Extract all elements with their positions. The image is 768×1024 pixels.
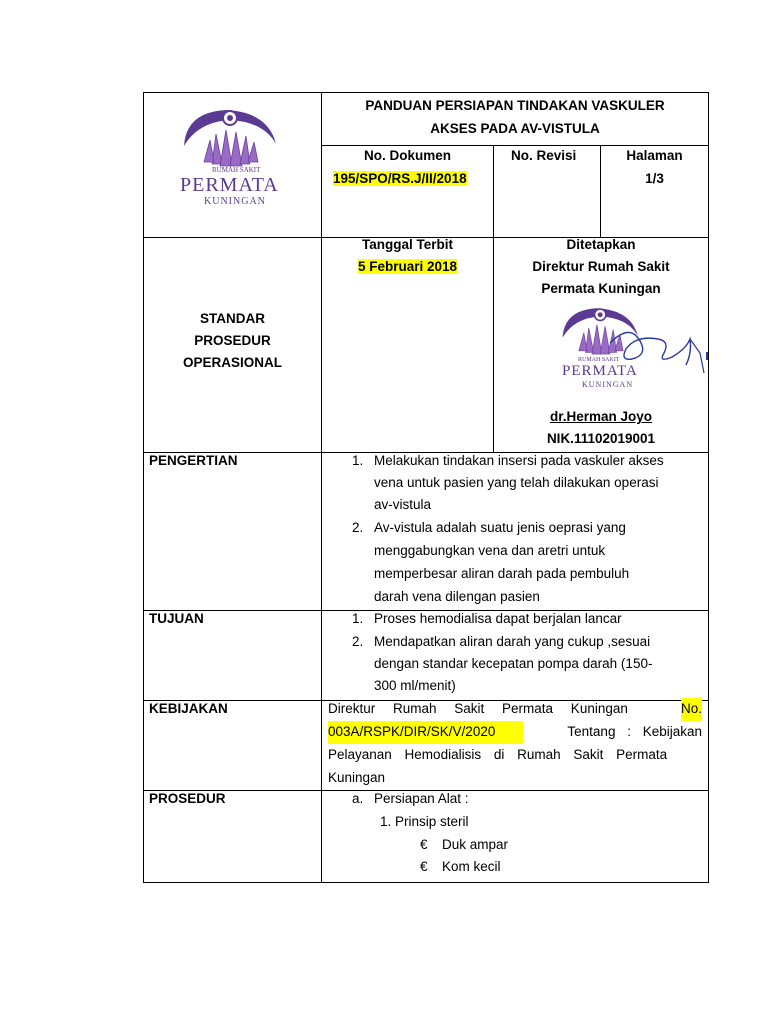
logo-top-text: RUMAH SAKIT [212,166,261,174]
document-title-line1: PANDUAN PERSIAPAN TINDAKAN VASKULER [365,98,665,113]
bullet-text: Kom kecil [442,859,501,874]
prosedur-a-marker: a. [352,791,364,806]
pengertian-item-1-line2: vena untuk pasien yang telah dilakukan operasi [374,475,659,490]
tujuan-label: TUJUAN [149,611,204,626]
kebijakan-line3: Pelayanan Hemodialisis di Rumah Sakit Permata [328,747,668,762]
kebijakan-line2-text: Tentang : Kebijakan [567,724,702,739]
spo-label-line2: PROSEDUR [194,333,271,348]
prosedur-bullet-1 [420,834,509,857]
pengertian-label: PENGERTIAN [149,453,238,468]
kebijakan-line1-text: Direktur Rumah Sakit Permata Kuningan [328,701,628,716]
pengertian-item-2-line3: memperbesar aliran darah pada pembuluh [374,566,630,581]
stamp-sub-text: KUNINGAN [582,380,634,389]
divider-left-column [321,92,322,883]
kebijakan-line1-hl: No. [681,698,702,721]
ditetapkan-line2: Direktur Rumah Sakit [532,259,670,274]
halaman-label: Halaman [626,148,683,163]
pengertian-item-1-line3: av-vistula [374,497,432,512]
signer-nik: NIK.11102019001 [546,431,656,446]
tanggal-terbit-value-wrap [322,256,493,279]
stray-mark [706,352,708,360]
tujuan-item-2-line3: 300 ml/menit) [374,678,456,693]
pengertian-item-2-num: 2. [352,520,364,535]
ditetapkan-line3: Permata Kuningan [541,281,661,296]
euro-bullet-icon: € [420,837,428,852]
table-border-top [143,92,709,93]
table-border-left [143,92,144,883]
spo-label-line3: OPERASIONAL [182,355,282,370]
table-border-bottom [143,882,709,883]
ditetapkan-label: Ditetapkan [566,237,636,252]
tujuan-item-1-num: 1. [352,611,364,626]
prosedur-bullet-2 [420,856,501,879]
stamp-top-text: RUMAH SAKIT [578,357,620,363]
no-revisi-label: No. Revisi [511,148,577,163]
no-dokumen-value-wrap [333,168,467,191]
tanggal-terbit-label: Tanggal Terbit [362,237,453,252]
pengertian-item-1-line1: Melakukan tindakan insersi pada vaskuler akses [374,453,664,468]
tanggal-terbit-value: 5 Februari 2018 [357,259,458,274]
signature-stamp [540,303,710,403]
no-dokumen-value: 195/SPO/RS.J/II/2018 [333,171,467,186]
prosedur-a-text: Persiapan Alat : [374,791,469,806]
pengertian-item-1-num: 1. [352,453,364,468]
pengertian-item-2-line4: darah vena dilengan pasien [374,589,540,604]
logo-sub-text: KUNINGAN [204,196,266,207]
stamp-main-text: PERMATA [562,363,638,379]
tujuan-item-2-num: 2. [352,634,364,649]
logo-main-text: PERMATA [180,174,279,196]
signer-name: dr.Herman Joyo [549,409,653,424]
kebijakan-label: KEBIJAKAN [149,701,228,716]
no-dokumen-label: No. Dokumen [363,148,451,163]
euro-bullet-icon: € [420,859,428,874]
spo-label-line1: STANDAR [200,311,265,326]
pengertian-item-2-line1: Av-vistula adalah suatu jenis oeprasi yang [374,520,626,535]
kebijakan-line2 [328,721,702,744]
hospital-logo [176,104,286,214]
tujuan-item-2-line2: dengan standar kecepatan pompa darah (150- [374,656,653,671]
prosedur-sub1: 1. Prinsip steril [380,814,469,829]
bullet-text: Duk ampar [442,837,509,852]
tujuan-item-2-line1: Mendapatkan aliran darah yang cukup ,sesuai [374,634,651,649]
pengertian-item-2-line2: menggabungkan vena dan aretri untuk [374,543,606,558]
halaman-value: 1/3 [645,171,664,186]
kebijakan-line1 [328,698,702,721]
prosedur-label: PROSEDUR [149,791,226,806]
kebijakan-sk-number: 003A/RSPK/DIR/SK/V/2020 [328,721,523,744]
document-title-line2: AKSES PADA AV-VISTULA [430,121,600,136]
table-border-right [708,92,709,883]
tujuan-item-1-line1: Proses hemodialisa dapat berjalan lancar [374,611,622,626]
kebijakan-line4: Kuningan [328,770,386,785]
